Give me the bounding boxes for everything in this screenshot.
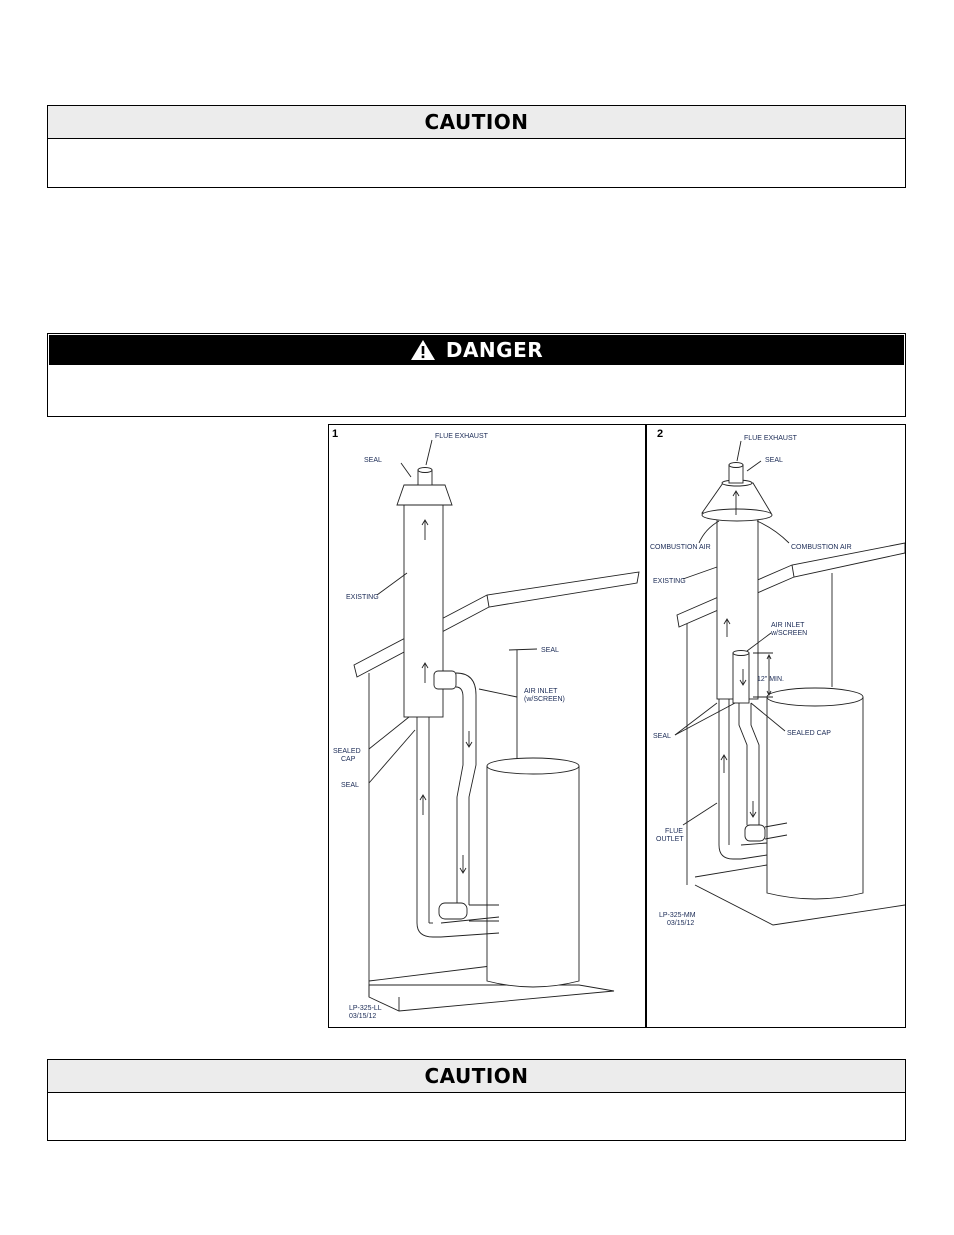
p2-seal-top-label: SEAL	[765, 457, 783, 464]
warning-triangle-icon	[410, 339, 436, 361]
venting-figure	[328, 424, 906, 1028]
panel-2	[647, 425, 905, 1027]
p2-flue-label: FLUE	[665, 828, 683, 835]
p2-air-inlet-screen-label: w/SCREEN	[771, 630, 808, 637]
p2-seal-label: SEAL	[653, 733, 671, 740]
p1-air-inlet-label: AIR INLET	[524, 688, 558, 695]
p2-min-12-label: 12" MIN.	[757, 676, 784, 683]
danger-header	[49, 335, 904, 365]
p1-drawing-id: LP-325-LL	[349, 1005, 382, 1012]
danger-box	[47, 333, 906, 417]
p1-seal-roof-label: SEAL	[541, 647, 559, 654]
p1-sealed-label: SEALED	[333, 748, 361, 755]
panel-1-drawing	[329, 425, 645, 1027]
panel-1	[329, 425, 645, 1027]
p1-drawing-date: 03/15/12	[349, 1013, 377, 1020]
p1-flue-exhaust-label: FLUE EXHAUST	[435, 433, 488, 440]
p2-drawing-id: LP-325-MM	[659, 912, 696, 919]
p2-drawing-date: 03/15/12	[667, 920, 695, 927]
caution-box-top	[47, 105, 906, 188]
p2-flue-exhaust-label: FLUE EXHAUST	[744, 435, 797, 442]
p2-combustion-air-left-label: COMBUSTION AIR	[650, 544, 711, 551]
p2-existing-label: EXISTING	[653, 578, 686, 585]
p2-sealed-cap-label: SEALED CAP	[787, 730, 831, 737]
p1-existing-label: EXISTING	[346, 594, 379, 601]
danger-title: DANGER	[445, 338, 544, 362]
caution-title-bottom: CAUTION	[48, 1060, 905, 1093]
p2-air-inlet-label: AIR INLET	[771, 622, 805, 629]
p2-combustion-air-right-label: COMBUSTION AIR	[791, 544, 852, 551]
p1-cap-label: CAP	[341, 756, 356, 763]
p2-outlet-label: OUTLET	[656, 836, 684, 843]
panel-1-number: 1	[332, 428, 339, 440]
caution-title: CAUTION	[48, 106, 905, 139]
p1-air-inlet-screen-label: (w/SCREEN)	[524, 696, 565, 703]
panel-2-number: 2	[657, 428, 664, 440]
panel-2-drawing	[647, 425, 905, 1027]
p1-seal-low-label: SEAL	[341, 782, 359, 789]
p1-seal-top-label: SEAL	[364, 457, 382, 464]
caution-box-bottom	[47, 1059, 906, 1141]
